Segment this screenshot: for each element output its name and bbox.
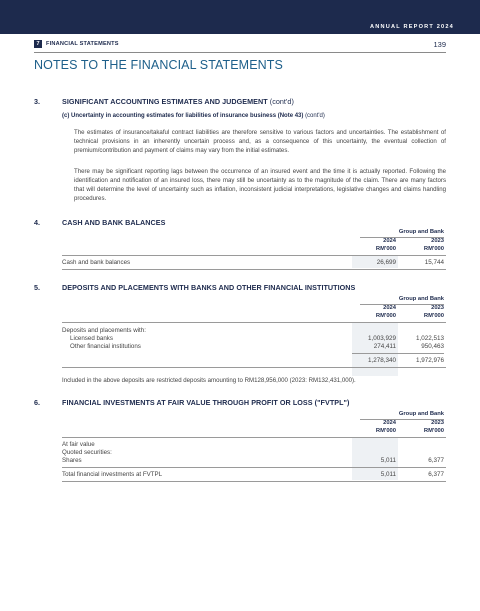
section-5-row-label: Other financial institutions [70, 343, 141, 350]
section-4-unit-2024: RM'000 [375, 246, 396, 252]
section-5-unit-2024: RM'000 [375, 313, 396, 319]
section-6-total-2023: 6,377 [428, 471, 444, 478]
section-5-unit-2023: RM'000 [423, 313, 444, 319]
section-tag [34, 40, 119, 48]
section-5-total-2024: 1,278,340 [367, 357, 396, 364]
section-3-paragraph-2: There may be significant reporting lags between the occurrence of an insured event and the time it is actually reported. Following the identification and notification of an insured loss, there may still be uncertainty as to the magnitude of the claim. There are many factors that will determine the level of uncertainty such as inflation, inconsistent judicial interpretations, legislative changes and claims handling procedures. [74, 168, 446, 202]
section-3c-label [62, 113, 325, 119]
section-5-subtotal-rule [352, 353, 444, 354]
section-number-badge: 7 [34, 40, 42, 48]
section-6-mid-rule [62, 467, 446, 468]
section-3c-cont: (cont'd) [305, 113, 325, 119]
section-6-quoted-label: Quoted securities: [62, 449, 112, 456]
page-number: 139 [433, 40, 446, 49]
section-5-total-2023: 1,972,976 [415, 357, 444, 364]
section-6-shares-2024: 5,011 [380, 457, 396, 464]
section-6-col-2023: 2023 [431, 420, 444, 426]
section-4-number: 4. [34, 218, 40, 227]
section-5-title: DEPOSITS AND PLACEMENTS WITH BANKS AND OTHER FINANCIAL INSTITUTIONS [62, 283, 356, 292]
section-3-cont: (cont'd) [269, 97, 294, 106]
section-4-value-2023: 15,744 [424, 259, 444, 266]
section-4-col-2023: 2023 [431, 238, 444, 244]
section-5-intro: Deposits and placements with: [62, 327, 146, 334]
section-4-bottom-rule [62, 269, 446, 270]
header-divider [34, 52, 446, 53]
section-5-bottom-rule [62, 367, 446, 368]
section-3c-label-text: (c) Uncertainty in accounting estimates for liabilities of insurance business (Note 43) [62, 113, 304, 119]
section-5-note: Included in the above deposits are restricted deposits amounting to RM128,956,000 (2023: RM132,431,000). [62, 377, 356, 384]
section-4-title: CASH AND BANK BALANCES [62, 218, 166, 227]
section-6-col-2024: 2024 [383, 420, 396, 426]
section-5-col-2023: 2023 [431, 305, 444, 311]
section-6-shares-label: Shares [62, 457, 82, 464]
section-5-group-header: Group and Bank [398, 296, 444, 302]
section-4-col-2024: 2024 [383, 238, 396, 244]
section-4-unit-2023: RM'000 [423, 246, 444, 252]
section-4-value-2024: 26,699 [376, 259, 396, 266]
section-6-fair-value-label: At fair value [62, 441, 95, 448]
section-6-number: 6. [34, 398, 40, 407]
section-6-bottom-rule [62, 481, 446, 482]
section-6-group-header: Group and Bank [398, 411, 444, 417]
section-label: FINANCIAL STATEMENTS [46, 41, 119, 47]
section-5-row-label: Licensed banks [70, 335, 113, 342]
section-3-paragraph-1: The estimates of insurance/takaful contract liabilities are therefore sensitive to various factors and uncertainties. The establishment of technical provisions in an inherently uncertain process and, as a consequence of this uncertainty, the eventual collection of premium/contribution and payment of claims may vary from the initial estimates. [74, 129, 446, 154]
header-band [0, 0, 480, 34]
section-6-total-label: Total financial investments at FVTPL [62, 471, 163, 478]
section-6-unit-2023: RM'000 [423, 428, 444, 434]
section-6-unit-2024: RM'000 [375, 428, 396, 434]
section-3-title-text: SIGNIFICANT ACCOUNTING ESTIMATES AND JUDGEMENT [62, 97, 268, 106]
section-5-row-2024: 1,003,929 [367, 335, 396, 342]
section-5-row-2023: 950,463 [421, 343, 444, 350]
section-3-title [62, 97, 294, 106]
section-3-number: 3. [34, 97, 40, 106]
section-4-row-label: Cash and bank balances [62, 259, 131, 266]
page-title: NOTES TO THE FINANCIAL STATEMENTS [34, 58, 283, 72]
section-5-row-2023: 1,022,513 [415, 335, 444, 342]
report-label: ANNUAL REPORT 2024 [370, 24, 454, 30]
section-6-total-2024: 5,011 [380, 471, 396, 478]
section-5-row-2024: 274,411 [373, 343, 396, 350]
section-4-group-header: Group and Bank [398, 229, 444, 235]
section-6-title: FINANCIAL INVESTMENTS AT FAIR VALUE THROUGH PROFIT OR LOSS ("FVTPL") [62, 398, 350, 407]
section-6-shares-2023: 6,377 [428, 457, 444, 464]
section-5-col-2024: 2024 [383, 305, 396, 311]
section-5-number: 5. [34, 283, 40, 292]
